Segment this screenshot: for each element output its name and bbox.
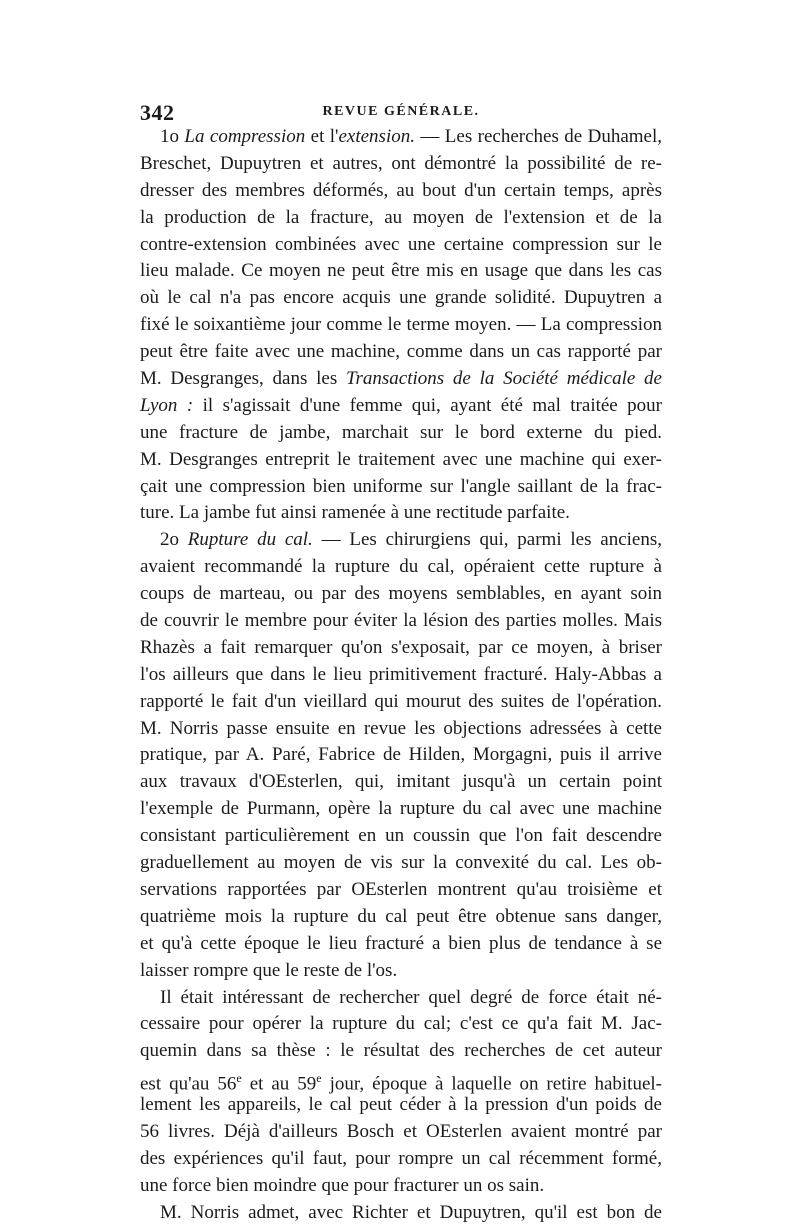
text-line: quatrième mois la rupture du cal peut être obtenue sans danger, (140, 905, 662, 927)
citation-title: Lyon : (140, 394, 194, 416)
text-line: M. Norris passe ensuite en revue les objections adressées à cette (140, 717, 662, 739)
text-line: Rhazès a fait remarquer qu'on s'exposait, par ce moyen, à briser (140, 636, 662, 658)
citation-title: Transactions de la Société médicale de (345, 368, 662, 390)
text-line: une fracture de jambe, marchait sur le bord externe du pied. (140, 421, 662, 443)
text-line: Lyon : il s'agissait d'une femme qui, ayant été mal traitée pour (140, 394, 662, 416)
text-line: une force bien moindre que pour fracturer un os sain. (140, 1174, 545, 1196)
text-line: pratique, par A. Paré, Fabrice de Hilden, Morgagni, puis il arrive (140, 744, 662, 766)
text-line: dresser des membres déformés, au bout d'un certain temps, après (140, 179, 662, 201)
text-line: où le cal n'a pas encore acquis une grande solidité. Dupuytren a (140, 287, 662, 309)
text-line: l'os ailleurs que dans le lieu primitivement fracturé. Haly-Abbas a (140, 663, 662, 685)
text-line: aux travaux d'OEsterlen, qui, imitant jusqu'à un certain point (140, 771, 662, 793)
text-line: M. Desgranges, dans les Transactions de la Société médicale de (140, 368, 662, 390)
text-line: Il était intéressant de rechercher quel degré de force était né- (160, 986, 662, 1008)
section-title: extension. (338, 126, 415, 147)
section-title: La compression (184, 126, 306, 147)
text-line: l'exemple de Purmann, opère la rupture du cal avec une machine (140, 798, 662, 820)
text-line: la production de la fracture, au moyen de l'extension et de la (140, 206, 662, 228)
text-line: laisser rompre que le reste de l'os. (140, 959, 398, 981)
text-line: 56 livres. Déjà d'ailleurs Bosch et OEsterlen avaient montré par (140, 1120, 662, 1142)
section-heading-line: 1o La compression et l'extension. — Les recherches de Duhamel, (160, 126, 662, 147)
section-title: Rupture du cal. (187, 529, 313, 551)
text-line: et qu'à cette époque le lieu fracturé a bien plus de tendance à se (140, 932, 662, 954)
text-line: contre-extension combinées avec une certaine compression sur le (140, 233, 662, 255)
text-line: coups de marteau, ou par des moyens semblables, en ayant soin (140, 583, 662, 605)
text-line: peut être faite avec une machine, comme dans un cas rapporté par (140, 341, 662, 363)
text-line: graduellement au moyen de vis sur la convexité du cal. Les ob- (140, 852, 662, 874)
text-line: des expériences qu'il faut, pour rompre un cal récemment formé, (140, 1147, 662, 1169)
text-line: M. Desgranges entreprit le traitement avec une machine qui exer- (140, 448, 662, 470)
ordinal-suffix: e (236, 1071, 242, 1086)
text-line: avaient recommandé la rupture du cal, opéraient cette rupture à (140, 556, 662, 578)
text-line: cessaire pour opérer la rupture du cal; c'est ce qu'a fait M. Jac- (140, 1013, 662, 1035)
section-heading-line: 2o Rupture du cal. — Les chirurgiens qui, parmi les anciens, (160, 529, 662, 551)
ordinal-suffix: e (316, 1071, 322, 1086)
text-line: çait une compression bien uniforme sur l'angle saillant de la frac- (140, 475, 662, 497)
page-header (140, 100, 662, 126)
text-line: rapporté le fait d'un vieillard qui mourut des suites de l'opération. (140, 690, 662, 712)
text-line: est qu'au 56e et au 59e jour, époque à laquelle on retire habituel- (140, 1071, 663, 1095)
text-line: Breschet, Dupuytren et autres, ont démontré la possibilité de re- (140, 152, 662, 174)
text-line: ture. La jambe fut ainsi ramenée à une rectitude parfaite. (140, 502, 570, 524)
running-title: REVUE GÉNÉRALE. (322, 104, 480, 119)
page-number: 342 (140, 100, 175, 125)
text-line: servations rapportées par OEsterlen montrent qu'au troisième et (140, 878, 662, 900)
text-line: fixé le soixantième jour comme le terme moyen. — La compression (140, 314, 662, 336)
text-line: de couvrir le membre pour éviter la lésion des parties molles. Mais (140, 610, 662, 632)
text-line: M. Norris admet, avec Richter et Dupuytren, qu'il est bon de (160, 1201, 662, 1223)
text-line: consistant particulièrement en un coussin que l'on fait descendre (140, 825, 662, 847)
body-text (140, 124, 662, 1227)
text-line: lement les appareils, le cal peut céder à la pression d'un poids de (140, 1094, 662, 1116)
text-line: quemin dans sa thèse : le résultat des recherches de cet auteur (140, 1040, 662, 1062)
text-line: lieu malade. Ce moyen ne peut être mis en usage que dans les cas (140, 260, 662, 282)
